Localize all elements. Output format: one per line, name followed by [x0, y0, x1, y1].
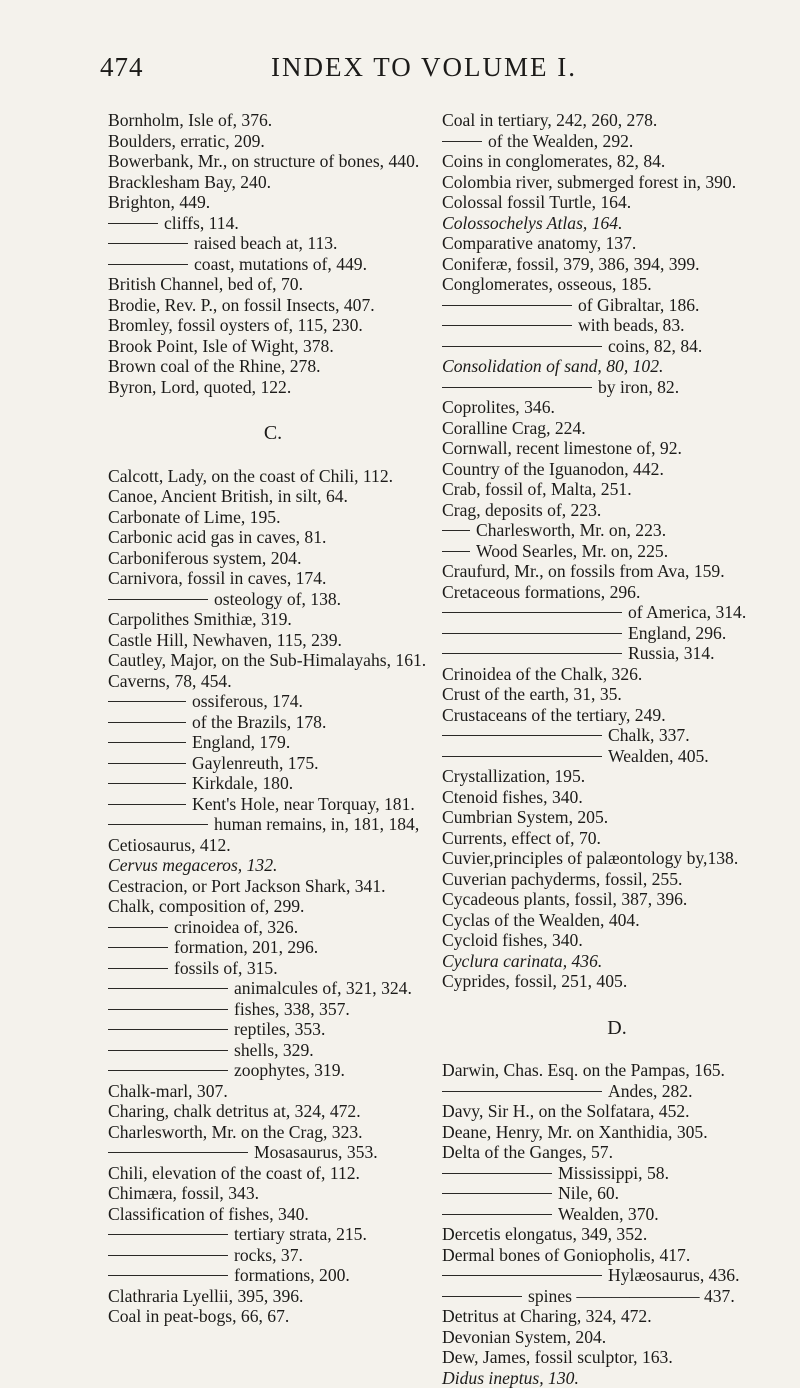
- entry-text: Carbonic acid gas in caves, 81.: [108, 527, 326, 547]
- ditto-rule: [108, 927, 168, 928]
- index-entry: [108, 1183, 438, 1204]
- entry-text: Nile, 60.: [558, 1183, 619, 1203]
- entry-text: of America, 314.: [628, 602, 746, 622]
- entry-text: Cyclas of the Wealden, 404.: [442, 910, 640, 930]
- ditto-rule: [108, 1029, 228, 1030]
- entry-text: Comparative anatomy, 137.: [442, 233, 636, 253]
- index-entry: [108, 295, 438, 316]
- index-entry: [108, 671, 438, 692]
- index-entry: [442, 930, 792, 951]
- ditto-rule: [108, 701, 186, 702]
- entry-text: human remains, in, 181, 184,: [214, 814, 419, 834]
- index-entry: [108, 486, 438, 507]
- index-entry: [108, 896, 438, 917]
- index-entry: [442, 479, 792, 500]
- entry-text: Chalk-marl, 307.: [108, 1081, 228, 1101]
- entry-text: cliffs, 114.: [164, 213, 239, 233]
- index-entry: [442, 684, 792, 705]
- index-subentry: [108, 1245, 438, 1266]
- entry-text: Coins in conglomerates, 82, 84.: [442, 151, 665, 171]
- entry-text: Hylæosaurus, 436.: [608, 1265, 739, 1285]
- entry-text: with beads, 83.: [578, 315, 685, 335]
- entry-text: Wealden, 405.: [608, 746, 709, 766]
- entry-text: Gaylenreuth, 175.: [192, 753, 319, 773]
- index-entry: [442, 561, 792, 582]
- ditto-rule: [108, 947, 168, 948]
- index-entry: [108, 274, 438, 295]
- entry-text: zoophytes, 319.: [234, 1060, 345, 1080]
- entry-text: Andes, 282.: [608, 1081, 693, 1101]
- index-subentry: [442, 1204, 792, 1225]
- entry-text: Brighton, 449.: [108, 192, 210, 212]
- index-subentry: [108, 712, 438, 733]
- entry-text: Brown coal of the Rhine, 278.: [108, 356, 321, 376]
- ditto-rule: [442, 305, 572, 306]
- entry-text: Coal in peat-bogs, 66, 67.: [108, 1306, 289, 1326]
- ditto-rule: [108, 1050, 228, 1051]
- entry-text: Colombia river, submerged forest in, 390.: [442, 172, 736, 192]
- ditto-rule: [442, 530, 470, 531]
- entry-text: shells, 329.: [234, 1040, 314, 1060]
- index-entry: [442, 274, 792, 295]
- index-entry: [108, 1286, 438, 1307]
- ditto-rule: [108, 804, 186, 805]
- entry-text: of Gibraltar, 186.: [578, 295, 699, 315]
- index-subentry: [442, 1286, 792, 1307]
- index-subentry: [108, 773, 438, 794]
- entry-text: Cuvier,principles of palæontology by,138.: [442, 848, 738, 868]
- entry-text: Kirkdale, 180.: [192, 773, 293, 793]
- entry-text: Carnivora, fossil in caves, 174.: [108, 568, 326, 588]
- index-entry: [442, 459, 792, 480]
- entry-text: Chalk, composition of, 299.: [108, 896, 304, 916]
- index-subentry: [108, 1040, 438, 1061]
- index-entry: [108, 609, 438, 630]
- entry-text: spines ——————— 437.: [528, 1286, 735, 1306]
- ditto-rule: [442, 612, 622, 613]
- entry-text: Chalk, 337.: [608, 725, 690, 745]
- index-entry: [442, 828, 792, 849]
- index-subentry: [442, 1081, 792, 1102]
- ditto-rule: [108, 1152, 248, 1153]
- entry-text: Russia, 314.: [628, 643, 715, 663]
- entry-text: Cycadeous plants, fossil, 387, 396.: [442, 889, 687, 909]
- index-entry: [442, 848, 792, 869]
- entry-text: Ctenoid fishes, 340.: [442, 787, 583, 807]
- page-header: [100, 52, 748, 92]
- entry-text: Carpolithes Smithiæ, 319.: [108, 609, 292, 629]
- index-entry: [108, 315, 438, 336]
- index-entry: [108, 548, 438, 569]
- index-entry: [108, 336, 438, 357]
- entry-text: Coralline Crag, 224.: [442, 418, 586, 438]
- index-entry: [442, 766, 792, 787]
- index-subentry: [442, 1163, 792, 1184]
- ditto-rule: [108, 223, 158, 224]
- ditto-rule: [108, 599, 208, 600]
- index-subentry: [108, 254, 438, 275]
- entry-text: Caverns, 78, 454.: [108, 671, 232, 691]
- entry-text: coins, 82, 84.: [608, 336, 702, 356]
- entry-text: Crab, fossil of, Malta, 251.: [442, 479, 632, 499]
- section-letter: D.: [442, 1018, 792, 1039]
- index-entry: [442, 1327, 792, 1348]
- entry-text: England, 296.: [628, 623, 726, 643]
- index-entry: [108, 1101, 438, 1122]
- ditto-rule: [108, 1275, 228, 1276]
- ditto-rule: [442, 1173, 552, 1174]
- entry-text: Darwin, Chas. Esq. on the Pampas, 165.: [442, 1060, 725, 1080]
- page-title: INDEX TO VOLUME I.: [100, 52, 748, 83]
- index-entry: [442, 1122, 792, 1143]
- index-column-right: [442, 110, 792, 1388]
- index-entry: [108, 110, 438, 131]
- entry-text: Cornwall, recent limestone of, 92.: [442, 438, 682, 458]
- index-subentry: [442, 520, 792, 541]
- index-entry: [108, 527, 438, 548]
- index-subentry: [108, 732, 438, 753]
- index-entry: [108, 377, 438, 398]
- entry-text: Colossal fossil Turtle, 164.: [442, 192, 631, 212]
- ditto-rule: [108, 783, 186, 784]
- index-entry: [442, 951, 792, 972]
- index-subentry: [442, 623, 792, 644]
- index-subentry: [442, 725, 792, 746]
- entry-text: raised beach at, 113.: [194, 233, 337, 253]
- index-entry: [442, 192, 792, 213]
- index-subentry: [108, 958, 438, 979]
- index-entry: [442, 151, 792, 172]
- index-subentry: [442, 336, 792, 357]
- index-subentry: [442, 295, 792, 316]
- entry-text: of the Wealden, 292.: [488, 131, 633, 151]
- index-subentry: [108, 999, 438, 1020]
- ditto-rule: [108, 722, 186, 723]
- entry-text: Cyclura carinata, 436.: [442, 951, 602, 971]
- index-subentry: [442, 1183, 792, 1204]
- index-entry: [108, 568, 438, 589]
- entry-text: ossiferous, 174.: [192, 691, 303, 711]
- index-entry: [442, 582, 792, 603]
- ditto-rule: [442, 1091, 602, 1092]
- index-entry: [442, 418, 792, 439]
- index-subentry: [108, 794, 438, 815]
- index-subentry: [108, 1265, 438, 1286]
- page-number: 474: [100, 52, 144, 83]
- index-subentry: [442, 643, 792, 664]
- index-subentry: [108, 589, 438, 610]
- index-subentry: [442, 541, 792, 562]
- ditto-rule: [108, 1009, 228, 1010]
- entry-text: Didus ineptus, 130.: [442, 1368, 579, 1388]
- entry-text: Cumbrian System, 205.: [442, 807, 608, 827]
- index-entry: [108, 507, 438, 528]
- entry-text: Cestracion, or Port Jackson Shark, 341.: [108, 876, 386, 896]
- index-subentry: [108, 1019, 438, 1040]
- entry-text: England, 179.: [192, 732, 290, 752]
- ditto-rule: [108, 1255, 228, 1256]
- index-subentry: [442, 315, 792, 336]
- index-entry: [442, 971, 792, 992]
- entry-text: British Channel, bed of, 70.: [108, 274, 303, 294]
- entry-text: formation, 201, 296.: [174, 937, 318, 957]
- index-subentry: [108, 213, 438, 234]
- entry-text: Colossochelys Atlas, 164.: [442, 213, 623, 233]
- index-subentry: [108, 814, 438, 835]
- entry-text: formations, 200.: [234, 1265, 350, 1285]
- ditto-rule: [442, 653, 622, 654]
- index-subentry: [442, 746, 792, 767]
- index-entry: [108, 151, 438, 172]
- index-entry: [108, 1306, 438, 1327]
- index-entry: [442, 1101, 792, 1122]
- index-entry: [108, 1081, 438, 1102]
- index-entry: [108, 876, 438, 897]
- entry-text: rocks, 37.: [234, 1245, 303, 1265]
- index-entry: [442, 787, 792, 808]
- index-subentry: [442, 1265, 792, 1286]
- index-entry: [108, 1163, 438, 1184]
- entry-text: Cretaceous formations, 296.: [442, 582, 640, 602]
- index-entry: [442, 1224, 792, 1245]
- ditto-rule: [108, 763, 186, 764]
- ditto-rule: [108, 264, 188, 265]
- entry-text: Bracklesham Bay, 240.: [108, 172, 271, 192]
- entry-text: Coal in tertiary, 242, 260, 278.: [442, 110, 657, 130]
- index-entry: [108, 855, 438, 876]
- index-entry: [442, 500, 792, 521]
- ditto-rule: [108, 1070, 228, 1071]
- entry-text: Castle Hill, Newhaven, 115, 239.: [108, 630, 342, 650]
- index-entry: [442, 1347, 792, 1368]
- entry-text: Calcott, Lady, on the coast of Chili, 112.: [108, 466, 393, 486]
- index-entry: [442, 254, 792, 275]
- entry-text: Cetiosaurus, 412.: [108, 835, 231, 855]
- entry-text: Coprolites, 346.: [442, 397, 555, 417]
- index-entry: [442, 889, 792, 910]
- index-entry: [442, 1245, 792, 1266]
- index-entry: [108, 835, 438, 856]
- index-entry: [108, 1204, 438, 1225]
- entry-text: Bornholm, Isle of, 376.: [108, 110, 272, 130]
- index-entry: [442, 1060, 792, 1081]
- entry-text: Davy, Sir H., on the Solfatara, 452.: [442, 1101, 690, 1121]
- entry-text: Cervus megaceros, 132.: [108, 855, 277, 875]
- entry-text: Boulders, erratic, 209.: [108, 131, 265, 151]
- index-subentry: [108, 937, 438, 958]
- index-entry: [442, 807, 792, 828]
- ditto-rule: [108, 824, 208, 825]
- entry-text: by iron, 82.: [598, 377, 679, 397]
- index-subentry: [108, 233, 438, 254]
- index-subentry: [442, 131, 792, 152]
- index-entry: [442, 705, 792, 726]
- index-subentry: [442, 602, 792, 623]
- entry-text: Mosasaurus, 353.: [254, 1142, 378, 1162]
- entry-text: Bowerbank, Mr., on structure of bones, 440.: [108, 151, 419, 171]
- entry-text: Detritus at Charing, 324, 472.: [442, 1306, 652, 1326]
- index-subentry: [108, 753, 438, 774]
- index-entry: [108, 466, 438, 487]
- entry-text: tertiary strata, 215.: [234, 1224, 367, 1244]
- ditto-rule: [442, 387, 592, 388]
- index-subentry: [108, 1224, 438, 1245]
- entry-text: Mississippi, 58.: [558, 1163, 669, 1183]
- entry-text: Crustaceans of the tertiary, 249.: [442, 705, 666, 725]
- index-entry: [442, 910, 792, 931]
- index-entry: [108, 650, 438, 671]
- entry-text: Canoe, Ancient British, in silt, 64.: [108, 486, 348, 506]
- index-subentry: [108, 1142, 438, 1163]
- entry-text: Charlesworth, Mr. on the Crag, 323.: [108, 1122, 363, 1142]
- ditto-rule: [108, 988, 228, 989]
- entry-text: Charlesworth, Mr. on, 223.: [476, 520, 666, 540]
- index-entry: [442, 397, 792, 418]
- index-entry: [442, 233, 792, 254]
- index-entry: [442, 213, 792, 234]
- ditto-rule: [442, 735, 602, 736]
- entry-text: Cycloid fishes, 340.: [442, 930, 583, 950]
- entry-text: Currents, effect of, 70.: [442, 828, 601, 848]
- index-entry: [108, 172, 438, 193]
- entry-text: Crystallization, 195.: [442, 766, 585, 786]
- index-subentry: [108, 978, 438, 999]
- entry-text: Chili, elevation of the coast of, 112.: [108, 1163, 360, 1183]
- index-subentry: [108, 691, 438, 712]
- index-entry: [442, 438, 792, 459]
- ditto-rule: [442, 1296, 522, 1297]
- ditto-rule: [442, 141, 482, 142]
- entry-text: Clathraria Lyellii, 395, 396.: [108, 1286, 303, 1306]
- entry-text: of the Brazils, 178.: [192, 712, 326, 732]
- entry-text: fossils of, 315.: [174, 958, 278, 978]
- entry-text: Brook Point, Isle of Wight, 378.: [108, 336, 334, 356]
- index-subentry: [442, 377, 792, 398]
- entry-text: fishes, 338, 357.: [234, 999, 350, 1019]
- index-entry: [108, 131, 438, 152]
- ditto-rule: [442, 1193, 552, 1194]
- ditto-rule: [108, 1234, 228, 1235]
- entry-text: Crust of the earth, 31, 35.: [442, 684, 622, 704]
- entry-text: Dercetis elongatus, 349, 352.: [442, 1224, 647, 1244]
- entry-text: Carbonate of Lime, 195.: [108, 507, 280, 527]
- entry-text: Conglomerates, osseous, 185.: [442, 274, 652, 294]
- index-column-left: [108, 110, 438, 1327]
- entry-text: osteology of, 138.: [214, 589, 341, 609]
- entry-text: Coniferæ, fossil, 379, 386, 394, 399.: [442, 254, 700, 274]
- entry-text: Wood Searles, Mr. on, 225.: [476, 541, 668, 561]
- section-letter: C.: [108, 423, 438, 444]
- ditto-rule: [442, 1275, 602, 1276]
- index-entry: [442, 172, 792, 193]
- entry-text: Dermal bones of Goniopholis, 417.: [442, 1245, 690, 1265]
- entry-text: Crinoidea of the Chalk, 326.: [442, 664, 642, 684]
- entry-text: Bromley, fossil oysters of, 115, 230.: [108, 315, 363, 335]
- entry-text: Crag, deposits of, 223.: [442, 500, 601, 520]
- index-entry: [442, 110, 792, 131]
- entry-text: crinoidea of, 326.: [174, 917, 298, 937]
- index-entry: [108, 1122, 438, 1143]
- ditto-rule: [442, 551, 470, 552]
- entry-text: coast, mutations of, 449.: [194, 254, 367, 274]
- entry-text: Cautley, Major, on the Sub-Himalayahs, 161.: [108, 650, 426, 670]
- index-entry: [442, 664, 792, 685]
- index-subentry: [108, 917, 438, 938]
- index-entry: [108, 356, 438, 377]
- ditto-rule: [442, 1214, 552, 1215]
- entry-text: Consolidation of sand, 80, 102.: [442, 356, 663, 376]
- entry-text: Byron, Lord, quoted, 122.: [108, 377, 291, 397]
- entry-text: Deane, Henry, Mr. on Xanthidia, 305.: [442, 1122, 708, 1142]
- index-subentry: [108, 1060, 438, 1081]
- entry-text: Classification of fishes, 340.: [108, 1204, 309, 1224]
- ditto-rule: [108, 968, 168, 969]
- ditto-rule: [108, 742, 186, 743]
- ditto-rule: [442, 325, 572, 326]
- ditto-rule: [442, 756, 602, 757]
- entry-text: Delta of the Ganges, 57.: [442, 1142, 613, 1162]
- entry-text: Country of the Iguanodon, 442.: [442, 459, 664, 479]
- entry-text: Wealden, 370.: [558, 1204, 659, 1224]
- ditto-rule: [442, 633, 622, 634]
- entry-text: Chimæra, fossil, 343.: [108, 1183, 259, 1203]
- index-entry: [442, 356, 792, 377]
- entry-text: animalcules of, 321, 324.: [234, 978, 412, 998]
- entry-text: Devonian System, 204.: [442, 1327, 606, 1347]
- entry-text: Brodie, Rev. P., on fossil Insects, 407.: [108, 295, 375, 315]
- index-entry: [108, 630, 438, 651]
- index-entry: [442, 869, 792, 890]
- entry-text: Charing, chalk detritus at, 324, 472.: [108, 1101, 361, 1121]
- ditto-rule: [108, 243, 188, 244]
- entry-text: reptiles, 353.: [234, 1019, 325, 1039]
- entry-text: Cyprides, fossil, 251, 405.: [442, 971, 627, 991]
- entry-text: Kent's Hole, near Torquay, 181.: [192, 794, 415, 814]
- index-entry: [442, 1306, 792, 1327]
- index-entry: [108, 192, 438, 213]
- entry-text: Cuverian pachyderms, fossil, 255.: [442, 869, 682, 889]
- index-entry: [442, 1142, 792, 1163]
- entry-text: Carboniferous system, 204.: [108, 548, 302, 568]
- entry-text: Craufurd, Mr., on fossils from Ava, 159.: [442, 561, 725, 581]
- ditto-rule: [442, 346, 602, 347]
- entry-text: Dew, James, fossil sculptor, 163.: [442, 1347, 673, 1367]
